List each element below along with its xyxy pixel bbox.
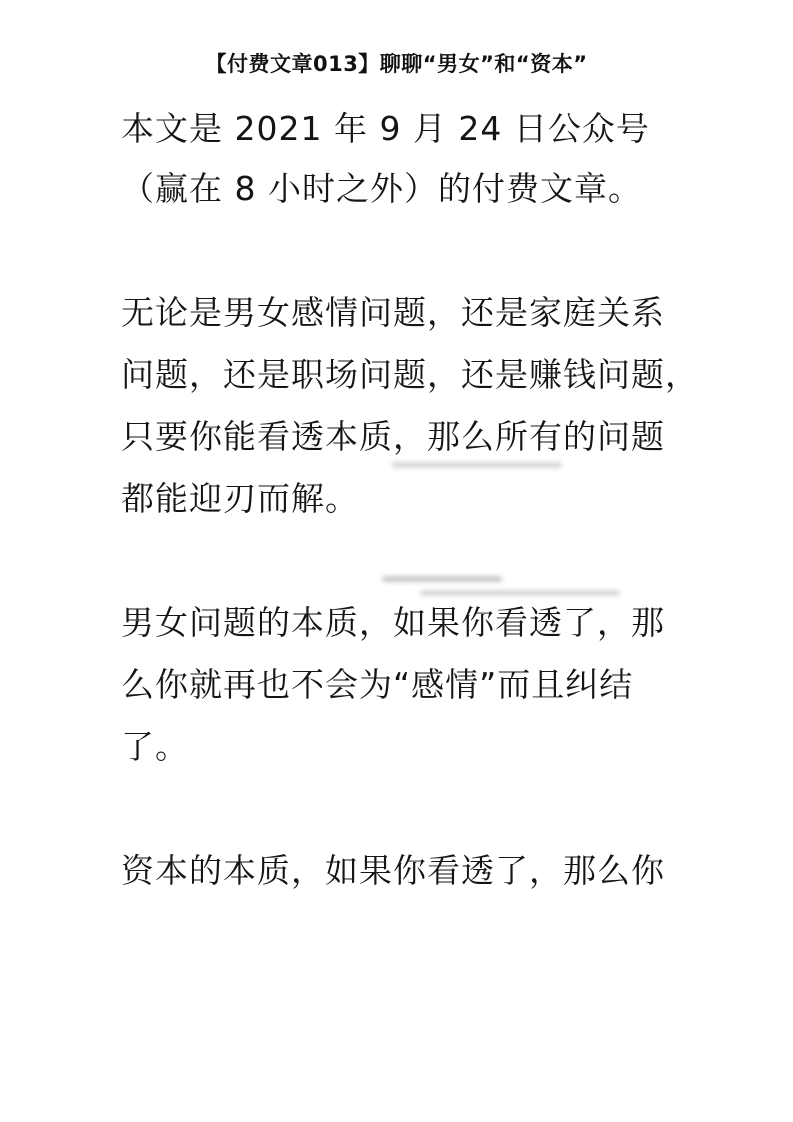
paragraph-4-line-1: 资本的本质，如果你看透了，那么你 [121,851,665,890]
paragraph-3-line-2: 么你就再也不会为“感情”而且纠结 [121,665,634,704]
paragraph-1-line-1: 本文是 2021 年 9 月 24 日公众号 [121,109,650,148]
article-title: 【付费文章013】聊聊“男女”和“资本” [205,52,588,76]
watermark-smudge [382,576,502,582]
paragraph-2-line-1: 无论是男女感情问题，还是家庭关系 [121,293,665,332]
paragraph-3-line-1: 男女问题的本质，如果你看透了，那 [121,603,665,642]
paragraph-1-line-2: （赢在 8 小时之外）的付费文章。 [121,169,642,208]
watermark-smudge [392,462,562,468]
paragraph-2-line-4: 都能迎刃而解。 [121,479,359,518]
watermark-smudge [420,590,620,596]
paragraph-2-line-3: 只要你能看透本质，那么所有的问题 [121,417,665,456]
paragraph-3-line-3: 了。 [121,727,189,766]
paragraph-2-line-2: 问题，还是职场问题，还是赚钱问题， [121,355,699,394]
